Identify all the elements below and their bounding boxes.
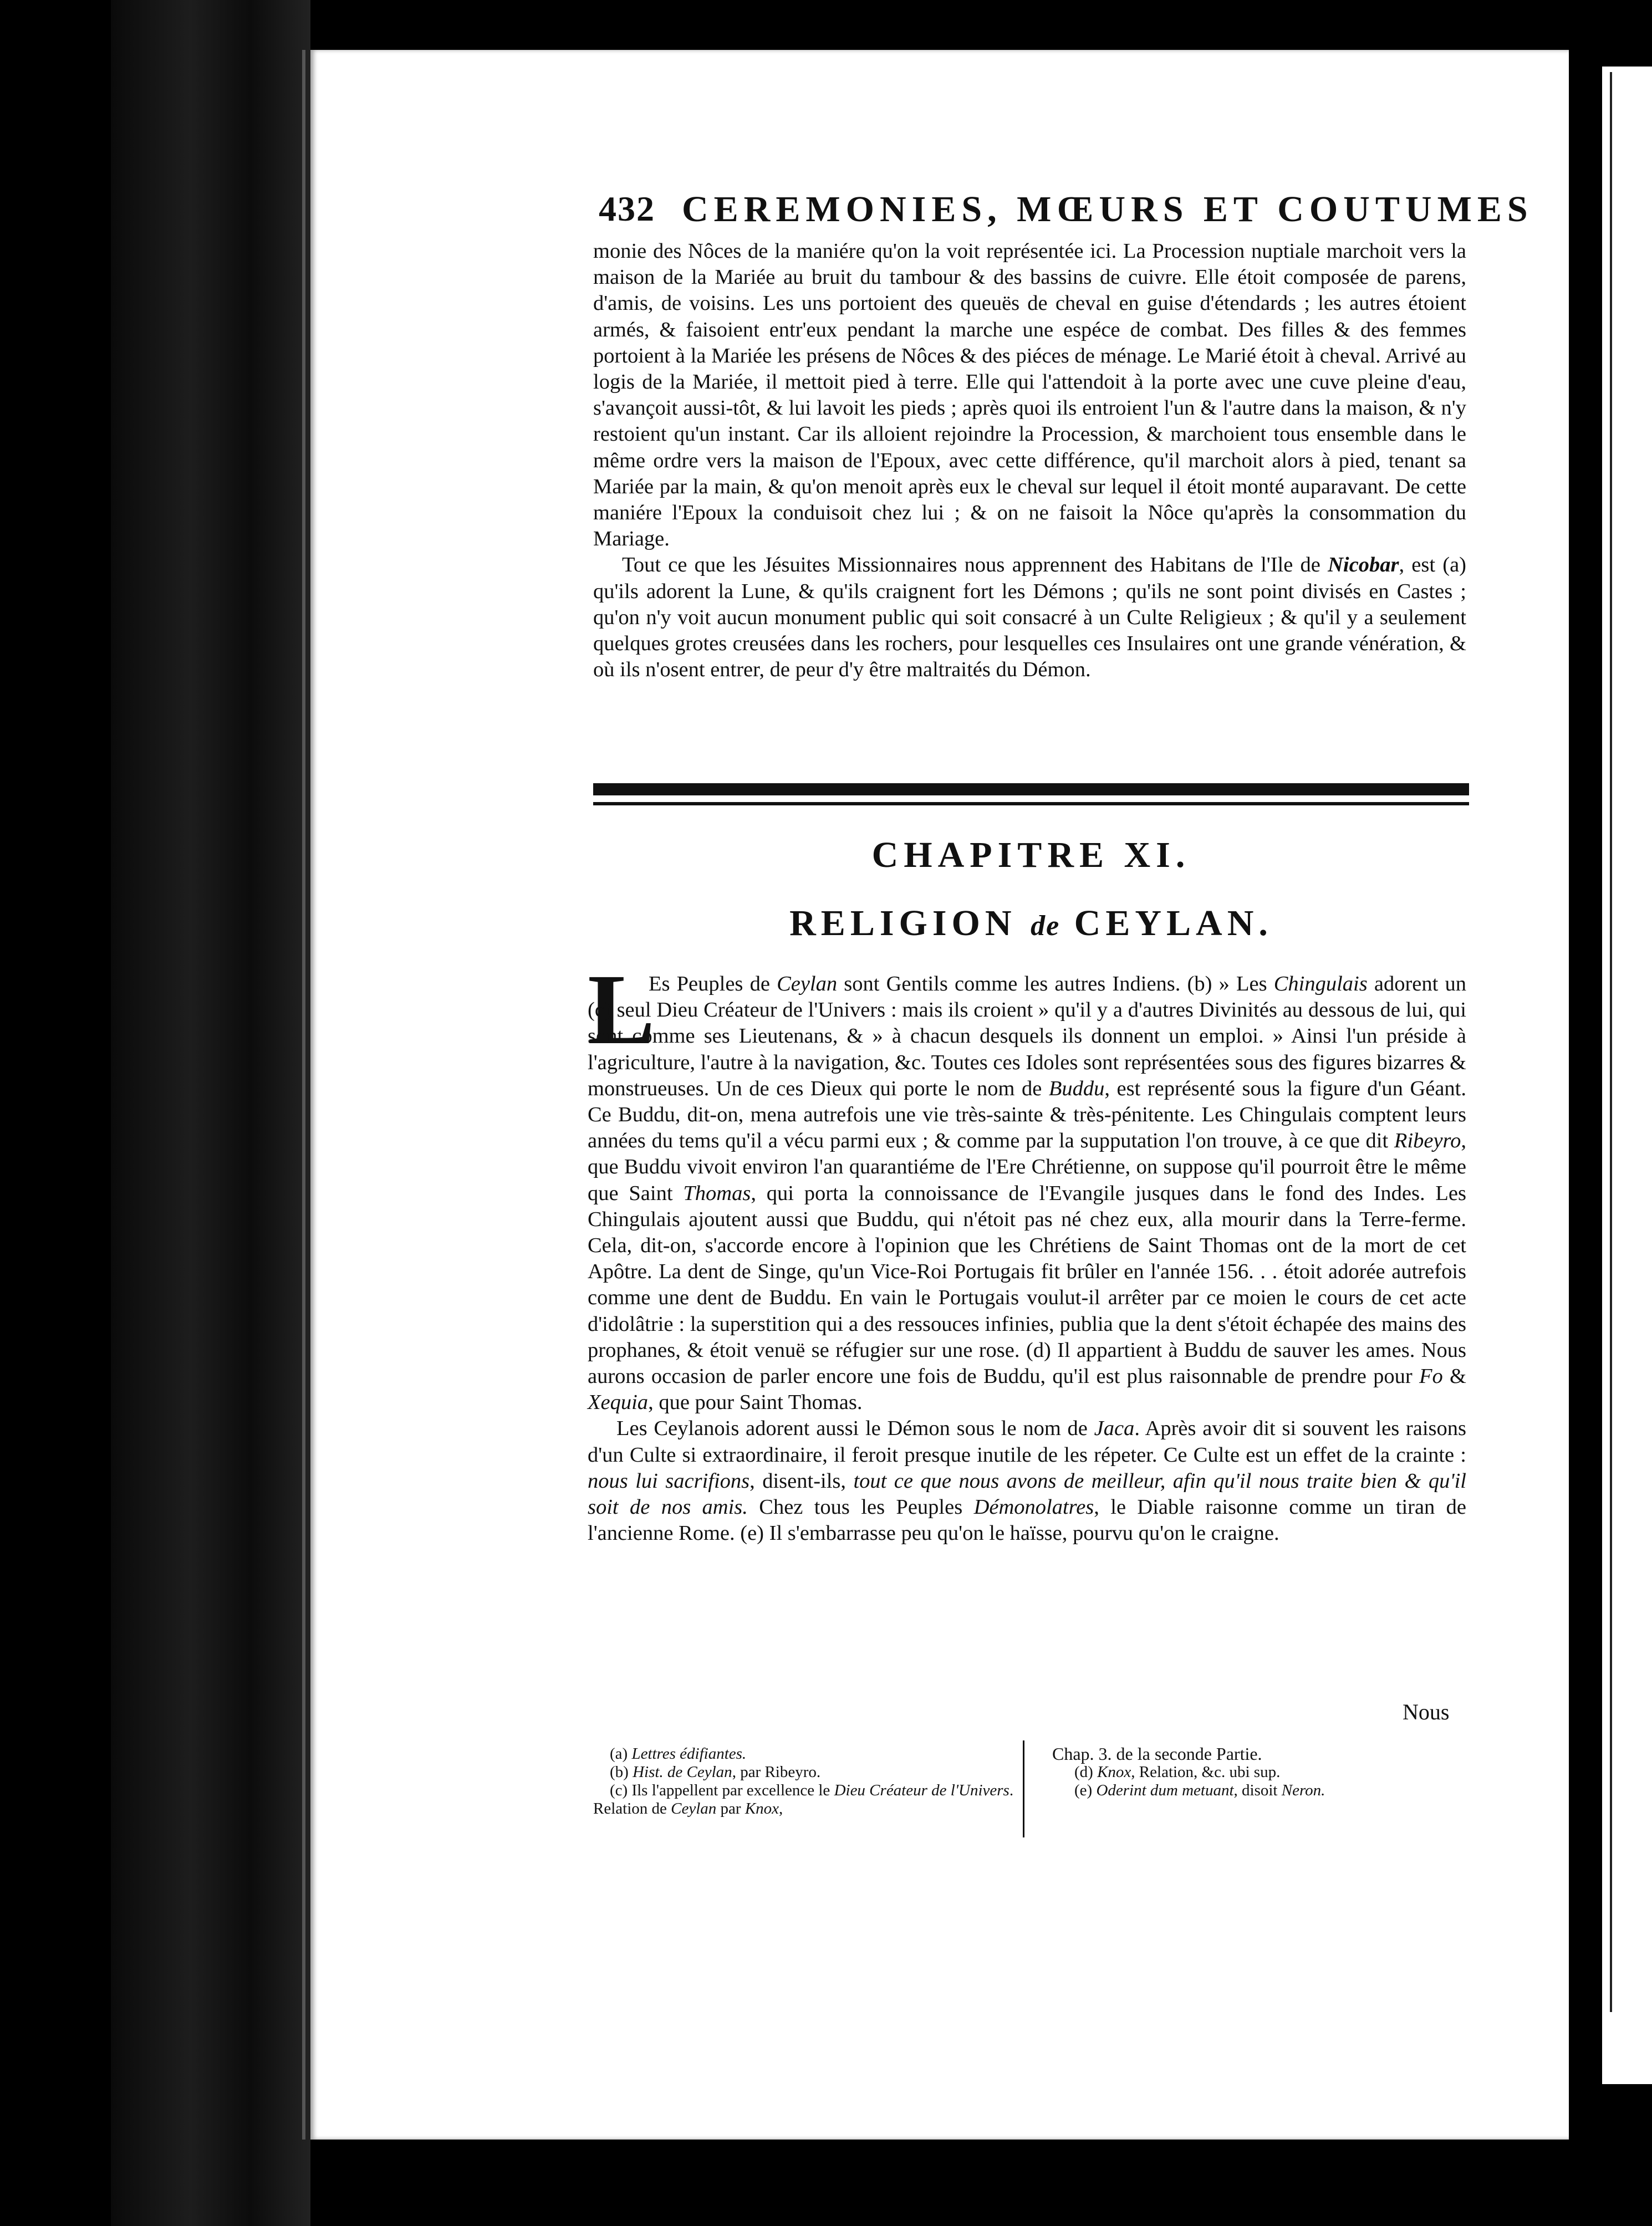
- running-head: [599, 188, 1533, 244]
- gutter-line: [302, 50, 305, 2140]
- footnotes-left: [593, 1745, 1014, 1818]
- running-title: CEREMONIES, MŒURS ET COUTUMES: [682, 189, 1533, 229]
- paragraph-buddu: Es Peuples de Ceylan sont Gentils comme les autres Indiens. (b) » Les Chingulais adorent un (c) seul Dieu Créateur de l'Univers : mais ils croient » qu'il y a d'autres Divinités au dessous de lui, qui sont comme ses Lieutenans, & » à chacun desquels ils donnent un emploi. » Ainsi l'un préside à l'agriculture, l'autre à la navigation, &c. Toutes ces Idoles sont représentées sous des figures bizarres & monstrueuses. Un de ces Dieux qui porte le nom de Buddu, est représenté sous la figure d'un Géant. Ce Buddu, dit-on, mena autrefois une vie très-sainte & très-pénitente. Les Chingulais comptent leurs années du tems qu'il a vécu parmi eux ; & comme par la supputation l'on trouve, à ce que dit Ribeyro, que Buddu vivoit environ l'an quarantiéme de l'Ere Chrétienne, on suppose qu'il pourroit être le même que Saint Thomas, qui porta la connoissance de l'Evangile jusques dans le fond des Indes. Les Chingulais ajoutent aussi que Buddu, qui n'étoit pas né chez eux, alla mourir dans la Terre-ferme. Cela, dit-on, s'accorde encore à l'opinion que les Chrétiens de Saint Thomas ont de la mort de cet Apôtre. La dent de Singe, qu'un Vice-Roi Portugais fit brûler en l'année 156. . . étoit adorée autrefois comme une dent de Buddu. En vain le Portugais voulut-il arrêter par ce moien le cours de cet acte d'idolâtrie : la superstition qui a des ressouces infinies, publia que la dent s'étoit échapée des mains des prophanes, & étoit venuë se réfugier sur une rose. (d) Il appartient à Buddu de sauver les ames. Nous aurons occasion de parler encore une fois de Buddu, qu'il est plus raisonnable de prendre pour Fo & Xequia, que pour Saint Thomas.: [588, 972, 1466, 1415]
- chapter-number: CHAPITRE XI.: [871, 835, 1191, 875]
- footnote-c: (c) Ils l'appellent par excellence le Dieu Créateur de l'Univers. Relation de Ceylan par Knox,: [593, 1781, 1014, 1817]
- paragraph-nicobar: Tout ce que les Jésuites Missionnaires nous apprennent des Habitans de l'Ile de Nicobar, est (a) qu'ils adorent la Lune, & qu'ils craignent fort les Démons ; qu'ils ne sont point divisés en Castes ; qu'on n'y voit aucun monument public qui soit consacré à un Culte Religieux ; & qu'il y a seulement quelques grotes creusées dans les rochers, pour lesquelles ces Insulaires ont une grande vénération, & où ils n'osent entrer, de peur d'y être maltraités du Démon.: [593, 553, 1467, 682]
- footnote-e: (e) Oderint dum metuant, disoit Neron.: [1074, 1781, 1325, 1799]
- chapter-rule-thin: [593, 802, 1469, 805]
- paragraph-nuptial-procession: monie des Nôces de la maniére qu'on la voit représentée ici. La Procession nuptiale marchoit vers la maison de la Mariée au bruit du tambour & des bassins de cuivre. Elle étoit composée de parens, d'amis, de voisins. Les uns portoient des queuës de cheval en guise d'étendards ; les autres étoient armés, & faisoient entr'eux pendant la marche une espéce de combat. Des filles & des femmes portoient à la Mariée les présens de Nôces & des piéces de ménage. Le Marié étoit à cheval. Arrivé au logis de la Mariée, il mettoit pied à terre. Elle qui l'attendoit à la porte avec une cuve pleine d'eau, s'avançoit aussi-tôt, & lui lavoit les pieds ; après quoi ils entroient l'un & l'autre dans la maison, & n'y restoient qu'un instant. Car ils alloient rejoindre la Procession, & marchoient tous ensemble dans le même ordre vers la maison de l'Epoux, avec cette différence, qu'il marchoit alors à pied, tenant sa Mariée par la main, & qu'on menoit après eux le cheval sur lequel il étoit monté auparavant. De cette maniére l'Epoux la conduisoit chez lui ; & on ne faisoit la Nôce qu'après la consommation du Mariage.: [593, 239, 1466, 551]
- chapter-title: RELIGION de CEYLAN.: [789, 903, 1273, 943]
- footnote-c-continued: Chap. 3. de la seconde Partie.: [1052, 1744, 1262, 1764]
- place-nicobar: Nicobar: [1328, 553, 1399, 577]
- footnotes-right: [1052, 1745, 1473, 1800]
- footnote-d: (d) Knox, Relation, &c. ubi sup.: [1074, 1763, 1281, 1781]
- footnote-b: (b) Hist. de Ceylan, par Ribeyro.: [610, 1763, 821, 1781]
- page-number: 432: [599, 189, 655, 228]
- chapter-rule-thick: [593, 783, 1469, 795]
- catchword: Nous: [1403, 1699, 1450, 1724]
- drop-cap: L: [588, 954, 655, 1065]
- page-edge-shadow: [1569, 0, 1602, 2226]
- chapter-body: [588, 971, 1466, 1546]
- facing-page-rule: [1610, 72, 1612, 2012]
- footnote-a: (a) Lettres édifiantes.: [610, 1745, 747, 1763]
- top-text-block: [593, 238, 1466, 683]
- book-binding-shadow: [111, 0, 310, 2226]
- paragraph-jaca: Les Ceylanois adorent aussi le Démon sous le nom de Jaca. Après avoir dit si souvent les raisons d'un Culte si extraordinaire, il feroit presque inutile de les répeter. Ce Culte est un effet de la crainte : nous lui sacrifions, disent-ils, tout ce que nous avons de meilleur, afin qu'il nous traite bien & qu'il soit de nos amis. Chez tous les Peuples Démonolatres, le Diable raisonne comme un tiran de l'ancienne Rome. (e) Il s'embarrasse peu qu'on le haïsse, pourvu qu'on le craigne.: [588, 1417, 1467, 1545]
- footnote-divider: [1023, 1740, 1024, 1837]
